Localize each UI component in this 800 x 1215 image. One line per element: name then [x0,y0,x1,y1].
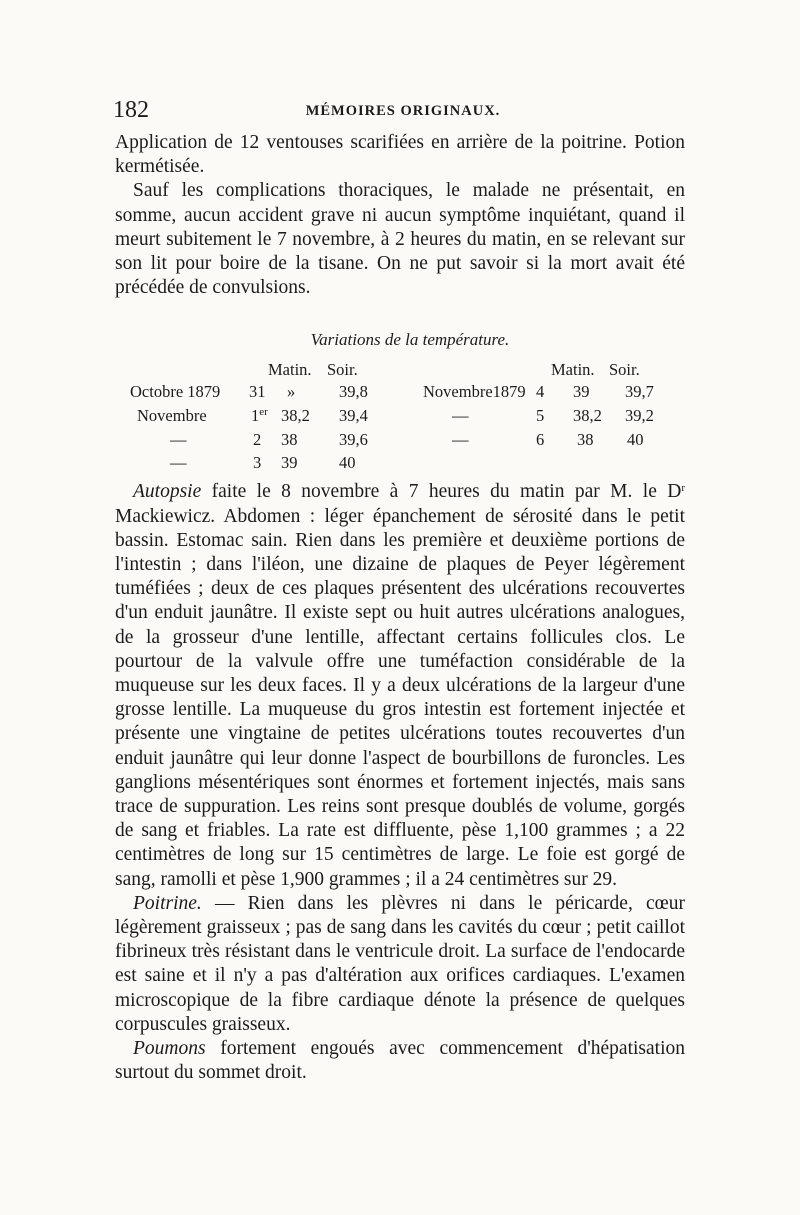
right-row-1-month: Novembre1879 [423,382,526,402]
right-row-2-soir: 39,2 [625,406,654,426]
left-row-4-month: — [170,453,187,473]
left-row-4-soir: 40 [339,453,356,473]
paragraph-poitrine: Poitrine. — Rien dans les plèvres ni dans le péricarde, cœur légèrement graisseux ; pas de sang dans les cavités du cœur ; petit caillot fibrineux très résistant dans le ventricule droit. La surface de l'endocarde est saine et il n'y a pas d'altération aux orifices cardiaques. L'examen microscopique de la fibre cardiaque dénote la présence de quelques corpuscules graisseux. [115,892,685,1035]
paragraph-complications: Sauf les complications thoraciques, le malade ne présentait, en somme, aucun accident grave ni aucun symptôme inquiétant, quand il meurt subitement le 7 novembre, à 2 heures du matin, en se relevant sur son lit pour boire de la tisane. On ne put savoir si la mort avait été précédée de convulsions. [115,180,685,299]
paragraph-application: Application de 12 ventouses scarifiées en arrière de la poitrine. Potion kermétisée. [115,132,685,178]
left-row-2-month: Novembre [137,406,207,426]
right-row-1-day: 4 [536,382,545,402]
header-matin-left: Matin. [268,360,312,380]
right-row-3-soir: 40 [627,430,644,450]
left-row-3-matin: 38 [281,430,298,450]
poitrine-lead: Poitrine. [133,892,202,914]
poumons-lead: Poumons [133,1038,206,1060]
left-row-4-day: 3 [253,453,262,473]
left-row-3-day: 2 [253,430,262,450]
left-row-1-soir: 39,8 [339,382,368,402]
left-row-2-matin: 38,2 [281,406,310,426]
right-row-3-matin: 38 [577,430,594,450]
left-row-3-month: — [170,430,187,450]
page-body [115,131,685,1086]
right-row-3-month: — [452,430,469,450]
right-row-3-day: 6 [536,430,545,450]
right-row-1-matin: 39 [573,382,590,402]
right-row-1-soir: 39,7 [625,382,654,402]
page-header [113,97,693,125]
temperature-table [115,360,685,473]
header-soir-left: Soir. [327,360,358,380]
header-soir-right: Soir. [609,360,640,380]
page-number: 182 [113,97,149,123]
right-row-2-day: 5 [536,406,545,426]
left-row-1-matin: » [287,382,296,402]
header-matin-right: Matin. [551,360,595,380]
left-row-4-matin: 39 [281,453,298,473]
paragraph-poumons: Poumons fortement engoués avec commencement d'hépatisation surtout du sommet droit. [115,1038,685,1084]
left-row-1-month: Octobre 1879 [130,382,221,402]
left-row-3-soir: 39,6 [339,430,368,450]
left-row-2-day: 1er [251,406,268,426]
left-row-1-day: 31 [249,382,266,402]
right-row-2-matin: 38,2 [573,406,602,426]
right-row-2-month: — [452,406,469,426]
temperature-table-title: Variations de la température. [310,330,510,350]
left-row-2-soir: 39,4 [339,406,368,426]
running-title: MÉMOIRES ORIGINAUX. [305,103,501,119]
autopsie-lead: Autopsie [133,481,202,503]
paragraph-autopsie: Autopsie faite le 8 novembre à 7 heures du matin par M. le $D^r$ Mackiewicz. Abdomen : léger épanchement de sérosité dans le petit bassin. Estomac sain. Rien dans les première et deuxième portions de l'intestin ; dans l'iléon, une dizaine de plaques de Peyer légèrement tuméfiées ; deux de ces plaques présentent des ulcérations recouvertes d'un enduit jaunâtre. Il existe sept ou huit autres ulcérations analogues, de la grosseur d'une lentille, affectant certains follicules clos. Le pourtour de la valvule offre une tuméfaction considérable de la muqueuse sur les deux faces. Il y a deux ulcérations de la largeur d'une grosse lentille. La muqueuse du gros intestin est fortement injectée et présente une vingtaine de petites ulcérations toutes recouvertes d'un enduit jaunâtre qui leur donne l'aspect de bourbillons de furoncles. Les ganglions mésentériques sont énormes et fortement injectés, mais sans trace de suppuration. Les reins sont presque doublés de volume, gorgés de sang et friables. La rate est diffluente, pèse 1,100 grammes ; a 22 centimètres de long sur 15 centimètres de large. Le foie est gorgé de sang, ramolli et pèse 1,900 grammes ; il a 24 centimètres sur 29. [115,481,685,890]
